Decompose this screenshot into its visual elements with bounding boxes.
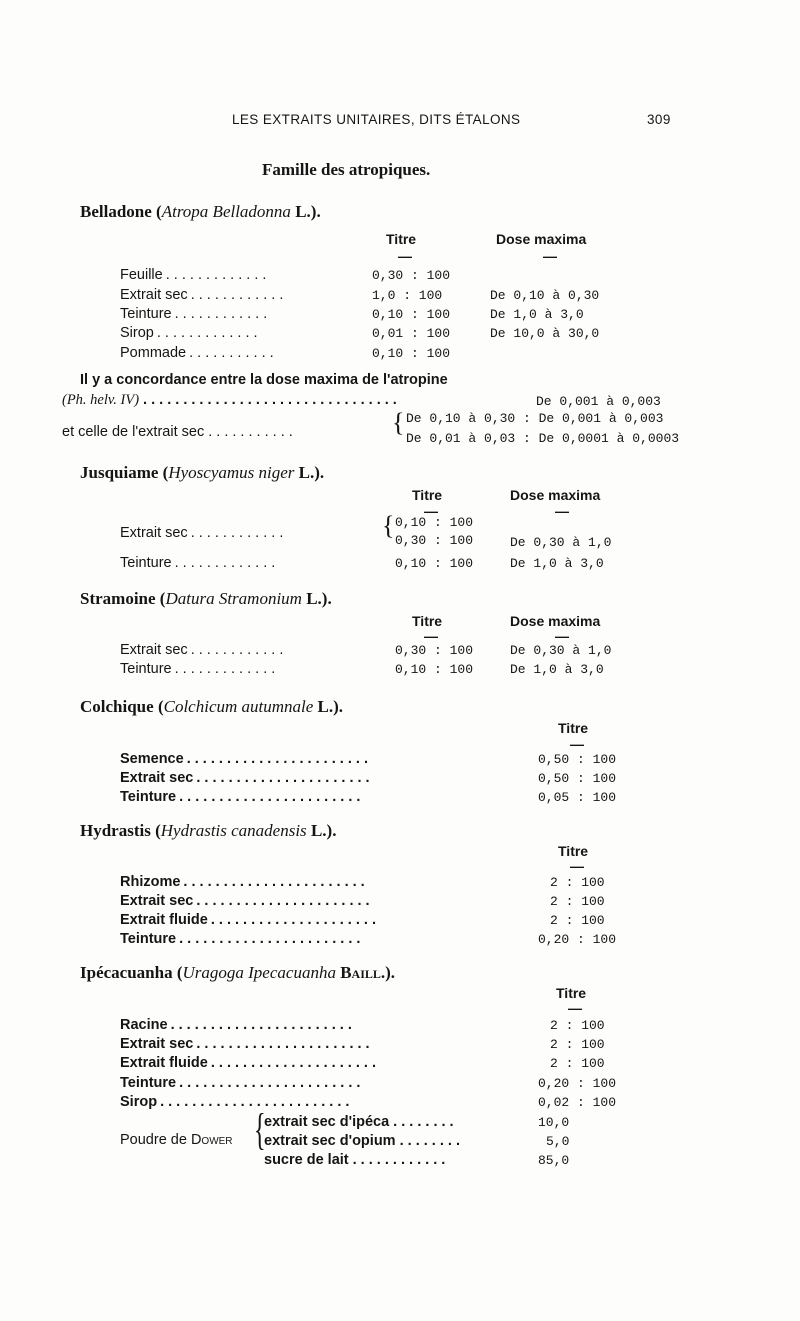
table-cell-titre: 0,30 : 100 [395,643,474,658]
extrait-comparison-line-2: De 0,01 à 0,03 : De 0,0001 à 0,0003 [406,431,680,446]
table-cell-titre: 2 : 100 [550,1037,605,1052]
table-cell-dose: De 0,30 à 1,0 [510,535,612,550]
table-row: Teinture . . . . . . . . . . . . [120,306,268,322]
table-cell-titre: 0,05 : 100 [538,790,617,805]
table-row: Extrait sec . . . . . . . . . . . . [120,287,284,303]
column-header-titre: Titre [558,843,589,859]
table-cell-titre: 2 : 100 [550,894,605,909]
table-cell-titre: 0,10 : 100 [372,307,451,322]
table-row: Sirop . . . . . . . . . . . . . . . . . . . . . . . . [120,1094,350,1110]
table-cell-dose: De 0,10 à 0,30 [490,288,600,303]
column-header-dose-maxima: Dose maxima [510,487,601,503]
column-dash: — [555,628,569,644]
column-header-titre: Titre [412,487,443,503]
dower-ingredient-row: sucre de lait . . . . . . . . . . . . [264,1152,446,1168]
table-cell-titre: 0,30 : 100 [395,533,474,548]
table-row: Teinture . . . . . . . . . . . . . . . . . . . . . . . [120,789,361,805]
column-dash: — [398,248,412,264]
table-cell-dose: De 10,0 à 30,0 [490,326,600,341]
table-row: Rhizome . . . . . . . . . . . . . . . . . . . . . . . [120,874,365,890]
table-cell-titre: 1,0 : 100 [372,288,443,303]
extrait-sec-comparison-row: et celle de l'extrait sec . . . . . . . . . . . [62,424,293,440]
dower-ingredient-value: 85,0 [538,1153,570,1168]
column-dash: — [543,248,557,264]
concordance-note: Il y a concordance entre la dose maxima de l'atropine [80,372,448,388]
column-dash: — [568,1000,582,1016]
section-title-jusquiame: Jusquiame (Hyoscyamus niger L.). [80,463,325,482]
table-row: Extrait sec . . . . . . . . . . . . . . . . . . . . . . [120,770,370,786]
table-cell-titre: 0,50 : 100 [538,771,617,786]
dower-ingredient-row: extrait sec d'opium . . . . . . . . [264,1133,461,1149]
dower-ingredient-row: extrait sec d'ipéca . . . . . . . . [264,1114,454,1130]
table-cell-dose: De 1,0 à 3,0 [510,556,604,571]
table-cell-titre: 2 : 100 [550,1018,605,1033]
table-cell-titre: 0,01 : 100 [372,326,451,341]
column-header-titre: Titre [412,613,443,629]
dower-ingredient-value: 10,0 [538,1115,570,1130]
column-dash: — [570,736,584,752]
table-cell-dose: De 1,0 à 3,0 [490,307,584,322]
table-row: Extrait sec . . . . . . . . . . . . . . . . . . . . . . [120,893,370,909]
table-cell-titre: 0,50 : 100 [538,752,617,767]
table-row: Extrait fluide . . . . . . . . . . . . . . . . . . . . . [120,912,376,928]
column-dash: — [555,503,569,519]
table-row: Teinture . . . . . . . . . . . . . [120,661,276,677]
page-number: 309 [647,112,671,127]
brace: { [382,511,395,540]
running-header-title: LES EXTRAITS UNITAIRES, DITS ÉTALONS [232,112,521,127]
table-cell-titre: 0,10 : 100 [395,662,474,677]
column-dash: — [424,503,438,519]
table-row: Extrait fluide . . . . . . . . . . . . . . . . . . . . . [120,1055,376,1071]
table-cell-titre: 2 : 100 [550,875,605,890]
table-row: Extrait sec . . . . . . . . . . . . . . . . . . . . . . [120,1036,370,1052]
table-cell-titre: 0,10 : 100 [395,556,474,571]
table-row: Teinture . . . . . . . . . . . . . [120,555,276,571]
atropine-dose: De 0,001 à 0,003 [536,394,661,409]
table-cell-titre: 0,10 : 100 [395,515,474,530]
extrait-comparison-line-1: De 0,10 à 0,30 : De 0,001 à 0,003 [406,411,664,426]
table-row: Teinture . . . . . . . . . . . . . . . . . . . . . . . [120,931,361,947]
table-cell-dose: De 1,0 à 3,0 [510,662,604,677]
section-title-colchique: Colchique (Colchicum autumnale L.). [80,697,344,716]
table-cell-titre: 2 : 100 [550,1056,605,1071]
table-row: Feuille . . . . . . . . . . . . . [120,267,267,283]
pharmacopoeia-reference-row: (Ph. helv. IV) . . . . . . . . . . . . . . . . . . . . . . . . . . . . . . . . [62,392,397,408]
brace: { [392,408,405,437]
column-dash: — [570,858,584,874]
column-header-dose-maxima: Dose maxima [496,231,587,247]
dower-powder-label: Poudre de Dower [120,1132,233,1148]
column-header-titre: Titre [386,231,417,247]
column-dash: — [424,628,438,644]
table-row: Pommade . . . . . . . . . . . [120,345,274,361]
table-row: Sirop . . . . . . . . . . . . . [120,325,258,341]
table-cell-titre: 0,02 : 100 [538,1095,617,1110]
table-row: Extrait sec . . . . . . . . . . . . [120,642,284,658]
table-row: Extrait sec . . . . . . . . . . . . [120,525,284,541]
column-header-titre: Titre [556,985,587,1001]
brace: { [254,1105,266,1154]
table-row: Racine . . . . . . . . . . . . . . . . . . . . . . . [120,1017,352,1033]
family-title: Famille des atropiques. [262,160,431,179]
table-row: Semence . . . . . . . . . . . . . . . . . . . . . . . [120,751,368,767]
column-header-dose-maxima: Dose maxima [510,613,601,629]
table-row: Teinture . . . . . . . . . . . . . . . . . . . . . . . [120,1075,361,1091]
column-header-titre: Titre [558,720,589,736]
table-cell-titre: 0,20 : 100 [538,1076,617,1091]
table-cell-titre: 2 : 100 [550,913,605,928]
table-cell-titre: 0,10 : 100 [372,346,451,361]
section-title-stramoine: Stramoine (Datura Stramonium L.). [80,589,332,608]
table-cell-titre: 0,30 : 100 [372,268,451,283]
section-title-ipecacuanha: Ipécacuanha (Uragoga Ipecacuanha Baill.). [80,963,396,982]
section-title-hydrastis: Hydrastis (Hydrastis canadensis L.). [80,821,337,840]
section-title-belladone: Belladone (Atropa Belladonna L.). [80,202,321,221]
table-cell-dose: De 0,30 à 1,0 [510,643,612,658]
table-cell-titre: 0,20 : 100 [538,932,617,947]
dower-ingredient-value: 5,0 [546,1134,570,1149]
